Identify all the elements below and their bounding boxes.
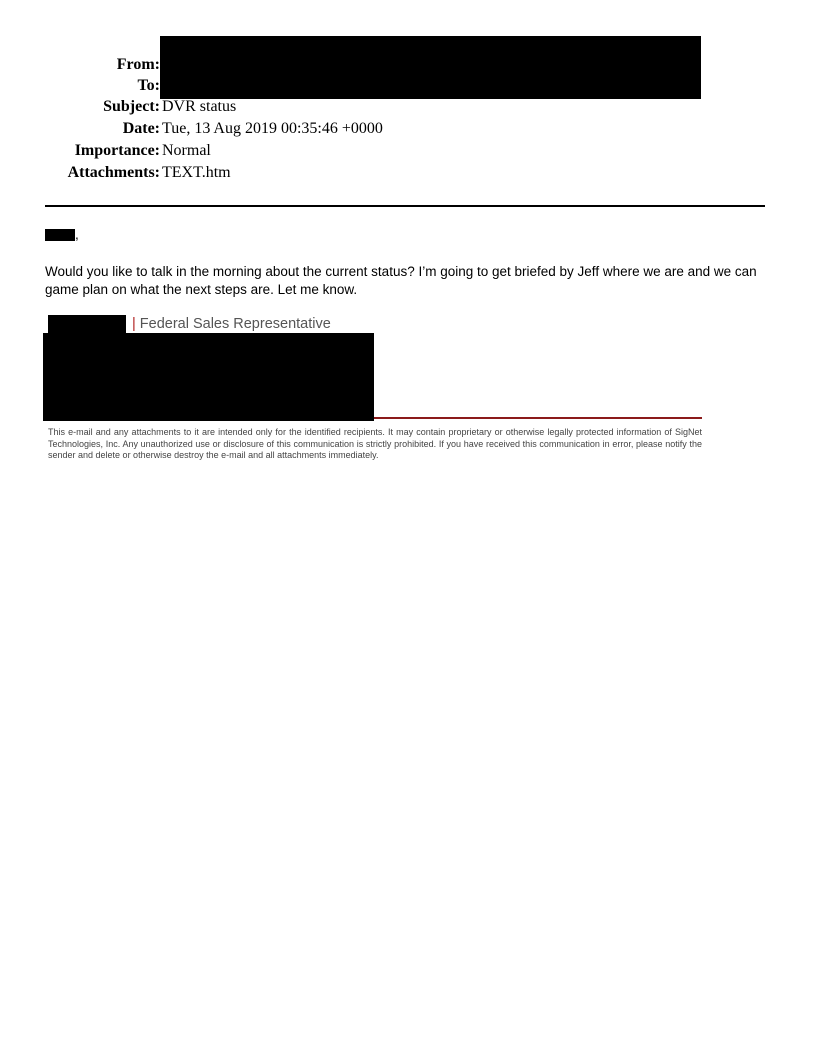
redacted-greeting-name <box>45 229 75 241</box>
attachments-value: TEXT.htm <box>162 164 231 181</box>
title-separator: | <box>132 316 136 332</box>
subject-label: Subject: <box>103 98 160 115</box>
date-label: Date: <box>122 120 160 137</box>
date-value: Tue, 13 Aug 2019 00:35:46 +0000 <box>162 120 383 137</box>
confidentiality-disclaimer: This e-mail and any attachments to it are intended only for the identified recipients. It may contain proprietary or otherwise legally protected information of SigNet Technologies, Inc. Any unauthorized use or disclosure of this communication is strictly prohibited. If you have received this communication in error, please notify the sender and delete or otherwise destroy the e-mail and all attachments immediately. <box>48 427 702 460</box>
redacted-contact-details <box>43 333 374 421</box>
sender-title-text: Federal Sales Representative <box>139 316 331 332</box>
redacted-recipients <box>160 36 701 99</box>
subject-value: DVR status <box>162 98 237 115</box>
redacted-sender-name <box>48 315 126 333</box>
message-text: Would you like to talk in the morning about the current status? I’m going to get briefed by Jeff where we are and we can game plan on what the next steps are. Let me know. <box>45 264 757 297</box>
greeting-comma: , <box>75 227 79 242</box>
to-label: To: <box>137 77 160 94</box>
header-divider <box>45 205 765 207</box>
sender-title <box>132 316 331 332</box>
signature-divider <box>374 417 702 419</box>
attachments-label: Attachments: <box>67 164 160 181</box>
from-label: From: <box>116 56 160 73</box>
importance-label: Importance: <box>74 142 160 159</box>
importance-value: Normal <box>162 142 211 159</box>
